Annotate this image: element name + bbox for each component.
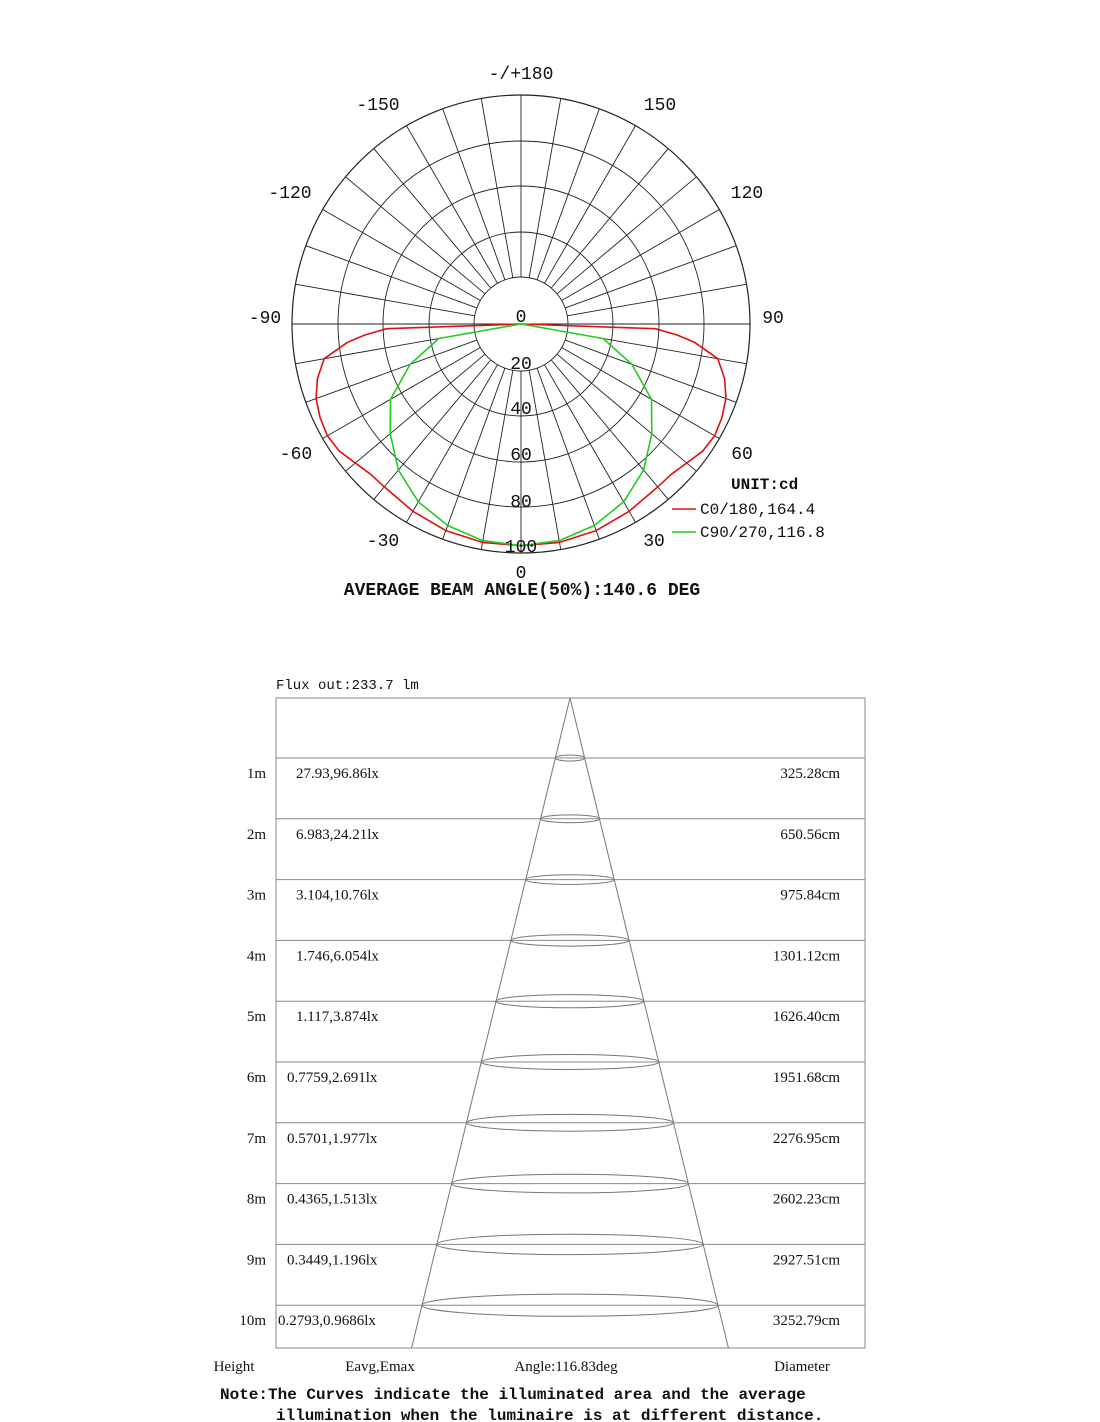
row-diameter: 2927.51cm — [772, 1252, 840, 1269]
row-diameter: 1301.12cm — [772, 948, 840, 965]
row-height: 4m — [246, 948, 266, 965]
polar-spoke — [537, 368, 599, 539]
polar-spoke — [443, 368, 505, 539]
row-diameter: 325.28cm — [780, 766, 840, 782]
radial-label-40: 40 — [510, 400, 532, 420]
radial-label-20: 20 — [510, 355, 532, 375]
row-eavg-emax: 27.93,96.86lx — [296, 766, 379, 782]
row-diameter: 975.84cm — [780, 887, 840, 904]
polar-spoke — [481, 98, 513, 277]
angle-label-60: 60 — [731, 445, 753, 465]
angle-label-90: 90 — [762, 309, 784, 329]
row-diameter: 1626.40cm — [772, 1009, 840, 1026]
footer-height: Height — [213, 1359, 255, 1375]
polar-spoke — [565, 340, 736, 402]
beam-angle-caption: AVERAGE BEAM ANGLE(50%):140.6 DEG — [343, 581, 701, 601]
row-height: 2m — [246, 826, 266, 843]
polar-spoke — [529, 370, 561, 549]
row-diameter: 650.56cm — [780, 826, 840, 843]
radial-label-60: 60 — [510, 446, 532, 466]
note — [220, 1386, 823, 1422]
row-eavg-emax: 1.746,6.054lx — [296, 948, 379, 965]
angle-label-m30: -30 — [366, 532, 400, 552]
row-height: 8m — [246, 1191, 266, 1208]
angle-label-m120: -120 — [268, 184, 312, 204]
angle-label-150: 150 — [643, 96, 677, 116]
polar-legend — [672, 476, 825, 542]
radial-label-0: 0 — [515, 308, 527, 328]
angle-label-180: -/+180 — [488, 65, 554, 85]
row-height: 5m — [246, 1009, 266, 1026]
row-height: 7m — [246, 1130, 266, 1147]
angle-label-m90: -90 — [248, 309, 282, 329]
polar-spoke — [306, 340, 477, 402]
row-diameter: 1951.68cm — [772, 1070, 840, 1086]
row-eavg-emax: 0.7759,2.691lx — [287, 1070, 378, 1086]
row-eavg-emax: 0.4365,1.513lx — [287, 1191, 378, 1208]
footer-eavg: Eavg,Emax — [345, 1359, 415, 1375]
cone-side-left — [412, 698, 570, 1348]
polar-spoke — [306, 246, 477, 308]
cone-footer — [214, 1359, 830, 1375]
polar-spoke — [567, 284, 746, 316]
row-height: 1m — [246, 766, 266, 782]
row-eavg-emax: 0.5701,1.977lx — [287, 1130, 378, 1147]
polar-spoke — [529, 98, 561, 277]
row-eavg-emax: 3.104,10.76lx — [296, 887, 379, 904]
legend-unit: UNIT:cd — [731, 476, 799, 494]
note-line-1: Note:The Curves indicate the illuminated area and the average — [220, 1386, 806, 1404]
angle-label-m60: -60 — [279, 445, 313, 465]
polar-spoke — [565, 246, 736, 308]
polar-spoke — [443, 109, 505, 280]
footer-diameter: Diameter — [774, 1359, 830, 1375]
polar-spoke — [481, 370, 513, 549]
row-height: 3m — [246, 887, 266, 904]
row-height: 9m — [246, 1252, 266, 1269]
angle-label-m150: -150 — [356, 96, 400, 116]
legend-label-c0: C0/180,164.4 — [700, 501, 816, 519]
angle-label-0: 0 — [515, 564, 527, 584]
row-diameter: 2276.95cm — [772, 1130, 840, 1147]
footer-angle: Angle:116.83deg — [514, 1359, 618, 1375]
row-height: 6m — [246, 1070, 266, 1086]
note-line-2: illumination when the luminaire is at different distance. — [276, 1407, 824, 1422]
row-height: 10m — [239, 1313, 266, 1330]
row-diameter: 2602.23cm — [772, 1191, 840, 1208]
row-eavg-emax: 6.983,24.21lx — [296, 826, 379, 843]
radial-label-100: 100 — [504, 538, 538, 558]
row-eavg-emax: 1.117,3.874lx — [296, 1009, 379, 1026]
row-eavg-emax: 0.3449,1.196lx — [287, 1252, 378, 1269]
row-eavg-emax: 0.2793,0.9686lx — [278, 1313, 376, 1330]
polar-spoke — [537, 109, 599, 280]
flux-out-label: Flux out:233.7 lm — [276, 678, 419, 694]
angle-label-120: 120 — [730, 184, 764, 204]
polar-spoke — [295, 284, 474, 316]
row-diameter: 3252.79cm — [772, 1313, 840, 1330]
legend-label-c90: C90/270,116.8 — [700, 524, 825, 542]
cone-side-right — [570, 698, 728, 1348]
angle-label-30: 30 — [643, 532, 665, 552]
radial-label-80: 80 — [510, 493, 532, 513]
